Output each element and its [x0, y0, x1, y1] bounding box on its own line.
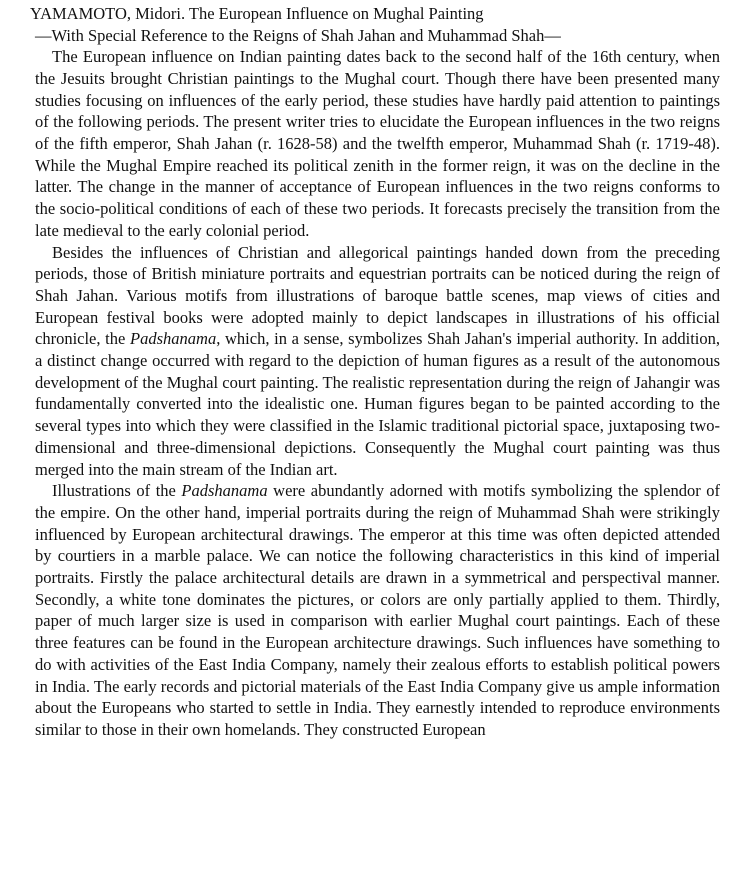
- article-title: YAMAMOTO, Midori. The European Influence on Mughal Painting: [30, 4, 484, 23]
- paragraph-3: [35, 480, 720, 740]
- paragraph-2-text-a: Besides the influences of Christian and allegorical paintings handed down from the preceding periods, those of British miniature portraits and equestrian portraits can be noticed during the reign of Shah Jahan. Various motifs from illustrations of baroque battle scenes, map views of cities and European festival books were adopted mainly to depict landscapes in illustrations of his official chronicle, the: [35, 242, 720, 349]
- paragraph-2-text-b: , which, in a sense, symbolizes Shah Jahan's imperial authority. In addition, a distinct change occurred with regard to the depiction of human figures as a result of the autonomous development of the Mughal court painting. The realistic representation during the reign of Jahangir was fundamentally converted into the idealistic one. Human figures began to be painted according to the several types into which they were classified in the Islamic traditional pictorial space, juxtaposing two-dimensional and three-dimensional depictions. Consequently the Mughal court painting was thus merged into the main stream of the Indian art.: [35, 329, 720, 479]
- paragraph-3-text-b: were abundantly adorned with motifs symbolizing the splendor of the empire. On the other hand, imperial portraits during the reign of Muhammad Shah were strikingly influenced by European architectural drawings. The emperor at this time was often depicted attended by courtiers in a marble palace. We can notice the following characteristics in this kind of imperial portraits. Firstly the palace architectural details are drawn in a symmetrical and perspectival manner. Secondly, a white tone dominates the pictures, or colors are only partially applied to them. Thirdly, paper of much larger size is used in comparison with earlier Mughal court paintings. Each of these three features can be found in the European architecture drawings. Such influences have something to do with activities of the East India Company, namely their zealous efforts to establish political powers in India. The early records and pictorial materials of the East India Company give us ample information about the Europeans who started to settle in India. They earnestly intended to reproduce environments similar to those in their own homelands. They constructed European: [35, 481, 720, 739]
- paragraph-3-text-a: Illustrations of the: [52, 481, 182, 501]
- paragraph-3-italic-title: Padshanama: [181, 481, 268, 501]
- paragraph-1: The European influence on Indian painting dates back to the second half of the 16th century, when the Jesuits brought Christian paintings to the Mughal court. Though there have been presented many studies focusing on influences of the early period, these studies have hardly paid attention to paintings of the following periods. The present writer tries to elucidate the European influences in the two reigns of the fifth emperor, Shah Jahan (r. 1628-58) and the twelfth emperor, Muhammad Shah (r. 1719-48). While the Mughal Empire reached its political zenith in the former reign, it was on the decline in the latter. The change in the manner of acceptance of European influences in the two reigns conforms to the socio-political conditions of each of these two periods. It forecasts precisely the transition from the late medieval to the early colonial period.: [35, 47, 720, 240]
- document-page: [30, 3, 720, 741]
- paragraph-2-italic-title: Padshanama: [130, 329, 217, 349]
- article-subtitle: —With Special Reference to the Reigns of Shah Jahan and Muhammad Shah—: [35, 25, 561, 45]
- paragraph-2: [35, 242, 720, 481]
